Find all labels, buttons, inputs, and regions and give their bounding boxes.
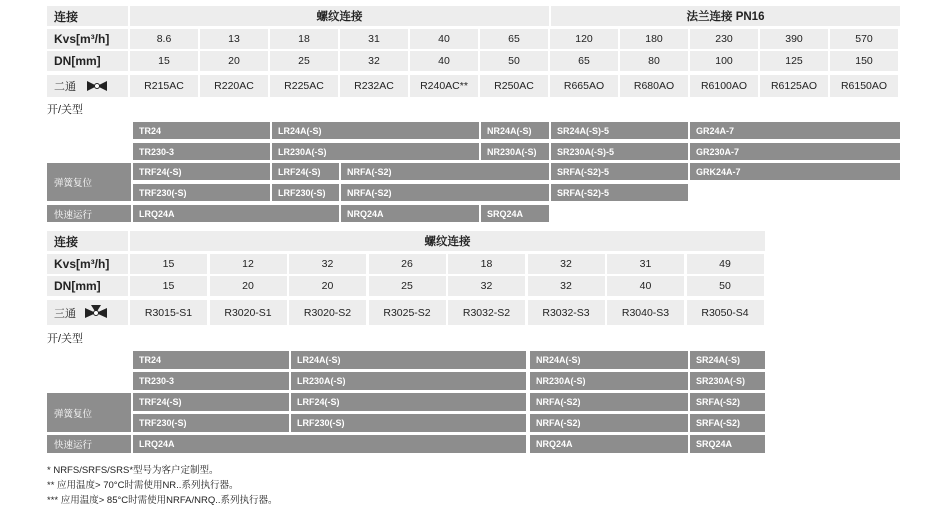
t2-act-r1-c3: NR24A(-S) xyxy=(530,351,688,369)
t1-model-code: R6150AO xyxy=(830,75,898,97)
t1-act-r3-c5: GRK24A-7 xyxy=(690,163,900,180)
t1-dn-value: 65 xyxy=(550,51,618,71)
t2-act-r4-c1: TRF230(-S) xyxy=(133,414,289,432)
t1-act-r3-c1: TRF24(-S) xyxy=(133,163,270,180)
t1-kvs-value: 13 xyxy=(200,29,268,49)
t2-dn-value: 40 xyxy=(607,276,684,296)
t1-model-code: R6125AO xyxy=(760,75,828,97)
t2-act-r3-c4: SRFA(-S2) xyxy=(690,393,765,411)
t1-flange-title: 法兰连接 PN16 xyxy=(551,6,900,26)
t1-type-label xyxy=(47,75,128,97)
t1-model-code: R232AC xyxy=(340,75,408,97)
t1-dn-value: 125 xyxy=(760,51,828,71)
t1-thread-title: 螺纹连接 xyxy=(130,6,549,26)
t1-dn-value: 150 xyxy=(830,51,898,71)
t1-dn-value: 15 xyxy=(130,51,198,71)
t1-dn-label: DN[mm] xyxy=(47,51,128,71)
t1-act-r2-c4: SR230A(-S)-5 xyxy=(551,143,688,160)
t1-kvs-value: 31 xyxy=(340,29,408,49)
footnote-3: *** 应用温度> 85°C时需使用NRFA/NRQ..系列执行器。 xyxy=(47,495,278,506)
t2-onoff-title: 开/关型 xyxy=(47,333,84,345)
t2-act-r1-c2: LR24A(-S) xyxy=(291,351,526,369)
t2-model-code: R3040-S3 xyxy=(607,300,684,325)
t2-kvs-value: 26 xyxy=(369,254,446,274)
t2-act-r5-c2: NRQ24A xyxy=(530,435,688,453)
t1-dn-value: 25 xyxy=(270,51,338,71)
t1-act-r4-c4: SRFA(-S2)-5 xyxy=(551,184,688,201)
t1-model-code: R225AC xyxy=(270,75,338,97)
t2-dn-value: 20 xyxy=(210,276,287,296)
t1-model-code: R220AC xyxy=(200,75,268,97)
t2-act-r4-c2: LRF230(-S) xyxy=(291,414,526,432)
three-way-valve-icon xyxy=(84,304,108,322)
t1-kvs-label: Kvs[m³/h] xyxy=(47,29,128,49)
t1-kvs-value: 120 xyxy=(550,29,618,49)
t1-act-r4-c1: TRF230(-S) xyxy=(133,184,270,201)
t1-spring-return-label: 弹簧复位 xyxy=(47,163,131,201)
t1-act-r4-c3: NRFA(-S2) xyxy=(341,184,549,201)
t2-dn-value: 32 xyxy=(528,276,605,296)
t2-dn-value: 50 xyxy=(687,276,764,296)
t2-act-r2-c4: SR230A(-S) xyxy=(690,372,765,390)
t1-model-code: R250AC xyxy=(480,75,548,97)
t2-kvs-value: 32 xyxy=(289,254,366,274)
t1-act-r3-c4: SRFA(-S2)-5 xyxy=(551,163,688,180)
t1-act-r1-c5: GR24A-7 xyxy=(690,122,900,139)
t2-act-r2-c1: TR230-3 xyxy=(133,372,289,390)
t2-kvs-value: 12 xyxy=(210,254,287,274)
t1-model-code: R6100AO xyxy=(690,75,758,97)
t1-model-code: R665AO xyxy=(550,75,618,97)
t1-act-r5-c1: LRQ24A xyxy=(133,205,339,222)
t1-model-code: R215AC xyxy=(130,75,198,97)
t2-dn-value: 32 xyxy=(448,276,525,296)
t2-kvs-value: 31 xyxy=(607,254,684,274)
footnote-1: * NRFS/SRFS/SRS*型号为客户定制型。 xyxy=(47,465,219,476)
t1-type-text: 二通 xyxy=(54,81,76,93)
t1-act-r1-c1: TR24 xyxy=(133,122,270,139)
t2-dn-label: DN[mm] xyxy=(47,276,128,296)
t1-dn-value: 80 xyxy=(620,51,688,71)
t2-act-r3-c2: LRF24(-S) xyxy=(291,393,526,411)
two-way-valve-icon xyxy=(86,80,108,92)
t1-dn-value: 32 xyxy=(340,51,408,71)
t2-kvs-value: 18 xyxy=(448,254,525,274)
t2-kvs-label: Kvs[m³/h] xyxy=(47,254,128,274)
t2-act-r4-c4: SRFA(-S2) xyxy=(690,414,765,432)
t2-kvs-value: 49 xyxy=(687,254,764,274)
t1-kvs-value: 18 xyxy=(270,29,338,49)
t1-dn-value: 20 xyxy=(200,51,268,71)
t1-dn-value: 50 xyxy=(480,51,548,71)
t2-act-r5-c1: LRQ24A xyxy=(133,435,526,453)
t1-kvs-value: 8.6 xyxy=(130,29,198,49)
t1-act-r2-c1: TR230-3 xyxy=(133,143,270,160)
t1-onoff-title: 开/关型 xyxy=(47,104,84,116)
t1-act-r2-c5: GR230A-7 xyxy=(690,143,900,160)
t2-act-r2-c2: LR230A(-S) xyxy=(291,372,526,390)
t2-spring-return-label: 弹簧复位 xyxy=(47,393,131,432)
t1-act-r4-c2: LRF230(-S) xyxy=(272,184,339,201)
t2-act-r5-c3: SRQ24A xyxy=(690,435,765,453)
t2-model-code: R3032-S3 xyxy=(528,300,605,325)
t2-thread-title: 螺纹连接 xyxy=(130,231,765,251)
t2-kvs-value: 32 xyxy=(528,254,605,274)
t1-kvs-value: 40 xyxy=(410,29,478,49)
t2-act-r4-c3: NRFA(-S2) xyxy=(530,414,688,432)
t2-type-label xyxy=(47,300,128,325)
t1-act-r1-c4: SR24A(-S)-5 xyxy=(551,122,688,139)
t2-model-code: R3020-S1 xyxy=(210,300,287,325)
t2-model-code: R3032-S2 xyxy=(448,300,525,325)
t1-act-r1-c2: LR24A(-S) xyxy=(272,122,479,139)
t1-act-r5-c3: SRQ24A xyxy=(481,205,549,222)
t1-fast-running-label: 快速运行 xyxy=(47,205,131,222)
t1-act-r3-c3: NRFA(-S2) xyxy=(341,163,549,180)
t2-dn-value: 15 xyxy=(130,276,207,296)
t1-kvs-value: 390 xyxy=(760,29,828,49)
t2-act-r1-c4: SR24A(-S) xyxy=(690,351,765,369)
t2-kvs-value: 15 xyxy=(130,254,207,274)
t1-dn-value: 100 xyxy=(690,51,758,71)
t2-model-code: R3020-S2 xyxy=(289,300,366,325)
t2-model-code: R3025-S2 xyxy=(369,300,446,325)
t2-connection-label: 连接 xyxy=(47,231,128,251)
t1-model-code: R240AC** xyxy=(410,75,478,97)
t1-act-r2-c2: LR230A(-S) xyxy=(272,143,479,160)
t1-kvs-value: 230 xyxy=(690,29,758,49)
t2-act-r3-c1: TRF24(-S) xyxy=(133,393,289,411)
t2-act-r1-c1: TR24 xyxy=(133,351,289,369)
t2-model-code: R3050-S4 xyxy=(687,300,764,325)
t2-fast-running-label: 快速运行 xyxy=(47,435,131,453)
t2-model-code: R3015-S1 xyxy=(130,300,207,325)
t2-type-text: 三通 xyxy=(54,307,76,320)
footnote-2: ** 应用温度> 70°C时需使用NR..系列执行器。 xyxy=(47,480,239,491)
t1-connection-label: 连接 xyxy=(47,6,128,26)
t1-act-r1-c3: NR24A(-S) xyxy=(481,122,549,139)
t2-dn-value: 25 xyxy=(369,276,446,296)
t2-act-r3-c3: NRFA(-S2) xyxy=(530,393,688,411)
t1-act-r3-c2: LRF24(-S) xyxy=(272,163,339,180)
t1-act-r5-c2: NRQ24A xyxy=(341,205,479,222)
t1-kvs-value: 65 xyxy=(480,29,548,49)
t1-act-r2-c3: NR230A(-S) xyxy=(481,143,549,160)
t1-kvs-value: 570 xyxy=(830,29,898,49)
t2-dn-value: 20 xyxy=(289,276,366,296)
t2-act-r2-c3: NR230A(-S) xyxy=(530,372,688,390)
t1-dn-value: 40 xyxy=(410,51,478,71)
t1-model-code: R680AO xyxy=(620,75,688,97)
t1-kvs-value: 180 xyxy=(620,29,688,49)
